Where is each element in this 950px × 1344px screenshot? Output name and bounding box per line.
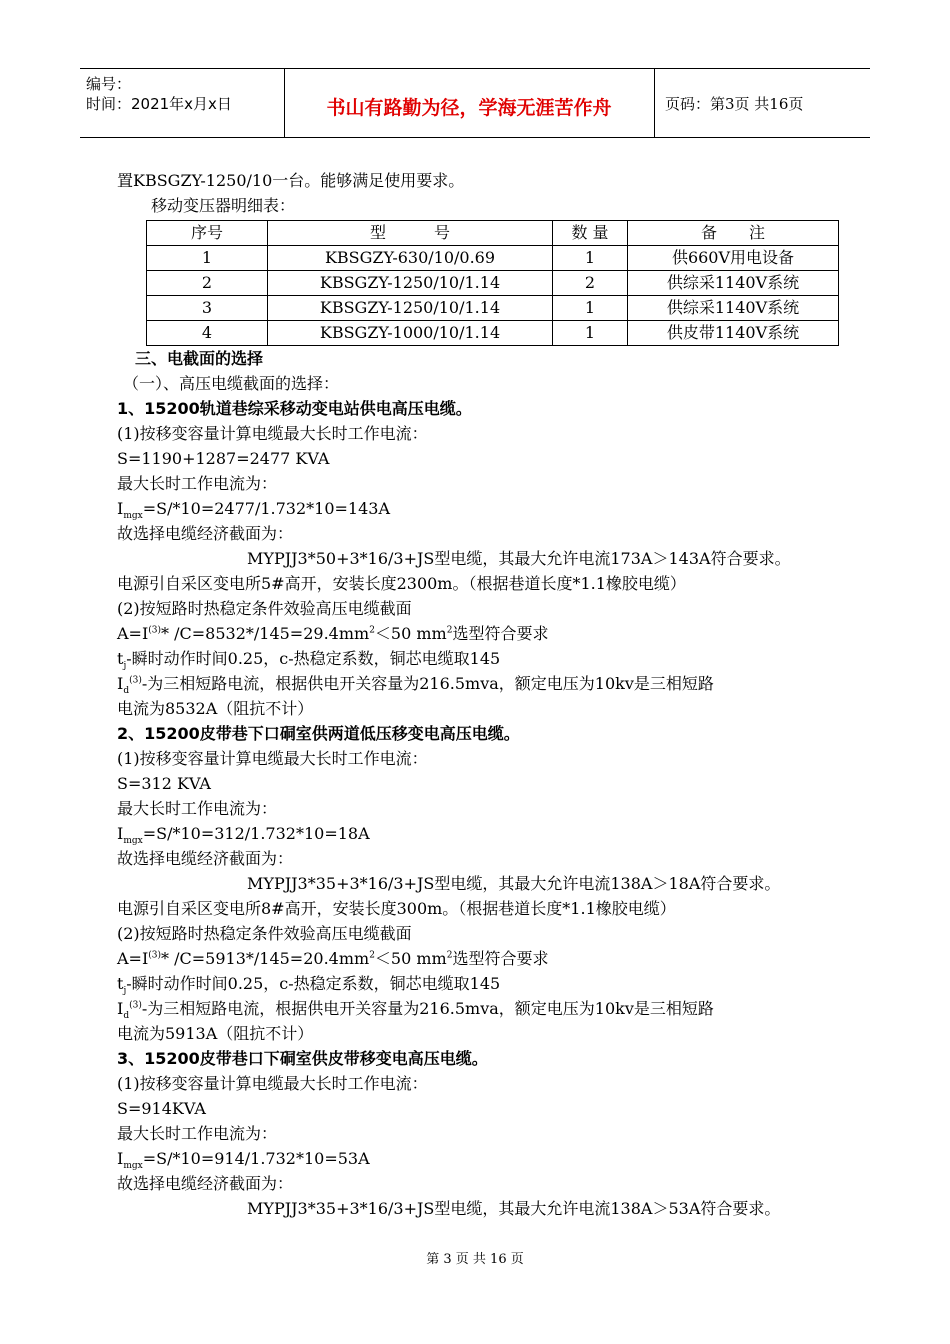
formula-part: ＜50 mm <box>374 949 447 968</box>
area-formula <box>117 621 847 646</box>
document-body <box>117 168 847 1221</box>
table-row <box>147 321 839 346</box>
text-line: 最大长时工作电流为： <box>117 474 278 493</box>
formula-line: S=914KVA <box>117 1099 206 1118</box>
formula-superscript: 2 <box>446 625 453 636</box>
formula-subscript: d <box>123 686 130 697</box>
formula-subscript: mgx <box>123 1161 143 1172</box>
table-header-cell: 序号 <box>147 221 268 246</box>
table-caption: 移动变压器明细表： <box>151 196 296 215</box>
current-formula <box>117 496 847 521</box>
document-number-label: 编号： <box>86 75 132 93</box>
time-definition <box>117 971 847 996</box>
table-cell: 2 <box>147 271 268 296</box>
formula-subscript: j <box>123 661 127 672</box>
subsection-heading: （一）、高压电缆截面的选择： <box>123 374 340 393</box>
table-cell: 供皮带1140V系统 <box>628 321 839 346</box>
formula-line: S=312 KVA <box>117 774 211 793</box>
short-circuit-definition <box>117 996 847 1021</box>
table-header-cell: 数 量 <box>553 221 628 246</box>
table-cell: 1 <box>147 246 268 271</box>
formula-part: =S/*10=312/1.732*10=18A <box>142 824 370 843</box>
table-cell: 供综采1140V系统 <box>628 271 839 296</box>
header-page-cell <box>655 69 870 137</box>
formula-part: -瞬时动作时间0.25，c-热稳定系数，铜芯电缆取145 <box>126 974 501 993</box>
cable-selection-line: MYPJJ3*35+3*16/3+JS型电缆，其最大允许电流138A＞18A符合要求。 <box>247 874 781 893</box>
area-formula <box>117 946 847 971</box>
time-definition <box>117 646 847 671</box>
table-cell: KBSGZY-630/10/0.69 <box>268 246 553 271</box>
table-cell: 1 <box>553 321 628 346</box>
text-line: 最大长时工作电流为： <box>117 799 278 818</box>
table-cell: 2 <box>553 271 628 296</box>
page-footer: 第 3 页 共 16 页 <box>426 1252 524 1267</box>
text-line: (1)按移变容量计算电缆最大长时工作电流： <box>117 1074 428 1093</box>
table-cell: 3 <box>147 296 268 321</box>
text-line: (1)按移变容量计算电缆最大长时工作电流： <box>117 424 428 443</box>
formula-subscript: mgx <box>123 836 143 847</box>
formula-part: 选型符合要求 <box>452 624 549 643</box>
table-cell: KBSGZY-1000/10/1.14 <box>268 321 553 346</box>
text-line: (2)按短路时热稳定条件效验高压电缆截面 <box>117 924 412 943</box>
table-cell: 1 <box>553 296 628 321</box>
formula-part: -为三相短路电流，根据供电开关容量为216.5mva，额定电压为10kv是三相短路 <box>141 999 714 1018</box>
text-line: 电流为8532A（阻抗不计） <box>117 699 314 718</box>
current-formula <box>117 821 847 846</box>
text-line: 故选择电缆经济截面为： <box>117 524 294 543</box>
formula-subscript: j <box>123 986 127 997</box>
formula-part: I <box>117 1149 124 1168</box>
section-heading: 三、电截面的选择 <box>135 349 264 368</box>
table-row <box>147 296 839 321</box>
formula-superscript: 2 <box>446 950 453 961</box>
formula-part: 选型符合要求 <box>452 949 549 968</box>
formula-part: -瞬时动作时间0.25，c-热稳定系数，铜芯电缆取145 <box>126 649 501 668</box>
formula-part: A=I <box>117 949 149 968</box>
formula-part: A=I <box>117 624 149 643</box>
formula-part: t <box>117 649 124 668</box>
formula-part: t <box>117 974 124 993</box>
page-header <box>80 68 870 138</box>
table-header-row <box>147 221 839 246</box>
table-header-cell: 备 注 <box>628 221 839 246</box>
header-motto-cell <box>284 69 655 137</box>
text-line: (1)按移变容量计算电缆最大长时工作电流： <box>117 749 428 768</box>
formula-part: I <box>117 999 124 1018</box>
formula-part: =S/*10=2477/1.732*10=143A <box>142 499 390 518</box>
formula-part: ＜50 mm <box>374 624 447 643</box>
table-row <box>147 271 839 296</box>
formula-superscript: (3) <box>129 1000 142 1011</box>
header-left-cell <box>80 69 285 137</box>
table-cell: KBSGZY-1250/10/1.14 <box>268 296 553 321</box>
table-header-cell: 型 号 <box>268 221 553 246</box>
formula-part: I <box>117 499 124 518</box>
formula-part: =S/*10=914/1.732*10=53A <box>142 1149 370 1168</box>
formula-superscript: 2 <box>369 625 375 636</box>
formula-superscript: 2 <box>369 950 375 961</box>
formula-superscript: (3) <box>148 625 162 636</box>
table-cell: 供660V用电设备 <box>628 246 839 271</box>
cable-section-title: 2、15200皮带巷下口硐室供两道低压移变电高压电缆。 <box>117 724 520 743</box>
text-line: 电源引自采区变电所8#高开，安装长度300m。（根据巷道长度*1.1橡胶电缆） <box>117 899 676 918</box>
text-line: 故选择电缆经济截面为： <box>117 1174 294 1193</box>
cable-selection-line: MYPJJ3*35+3*16/3+JS型电缆，其最大允许电流138A＞53A符合要求。 <box>247 1199 781 1218</box>
formula-superscript: (3) <box>148 950 162 961</box>
formula-part: * /C=8532*/145=29.4mm <box>161 624 370 643</box>
document-time-label: 时间：2021年x月x日 <box>86 95 232 113</box>
table-row <box>147 246 839 271</box>
formula-subscript: d <box>123 1011 130 1022</box>
formula-superscript: (3) <box>129 675 142 686</box>
text-line: 电流为5913A（阻抗不计） <box>117 1024 314 1043</box>
short-circuit-definition <box>117 671 847 696</box>
current-formula <box>117 1146 847 1171</box>
text-line: 电源引自采区变电所5#高开，安装长度2300m。（根据巷道长度*1.1橡胶电缆） <box>117 574 686 593</box>
formula-part: I <box>117 824 124 843</box>
table-cell: 4 <box>147 321 268 346</box>
intro-line: 置KBSGZY-1250/10一台。能够满足使用要求。 <box>117 171 465 190</box>
formula-part: * /C=5913*/145=20.4mm <box>161 949 370 968</box>
header-page-info: 页码：第3页 共16页 <box>665 95 804 113</box>
formula-part: -为三相短路电流，根据供电开关容量为216.5mva，额定电压为10kv是三相短路 <box>141 674 714 693</box>
formula-line: S=1190+1287=2477 KVA <box>117 449 330 468</box>
cable-section-title: 1、15200轨道巷综采移动变电站供电高压电缆。 <box>117 399 472 418</box>
transformer-table <box>146 220 839 346</box>
header-motto: 书山有路勤为径，学海无涯苦作舟 <box>326 97 612 119</box>
cable-section-title: 3、15200皮带巷口下硐室供皮带移变电高压电缆。 <box>117 1049 488 1068</box>
table-cell: KBSGZY-1250/10/1.14 <box>268 271 553 296</box>
formula-subscript: mgx <box>123 511 143 522</box>
text-line: (2)按短路时热稳定条件效验高压电缆截面 <box>117 599 412 618</box>
formula-part: I <box>117 674 124 693</box>
text-line: 故选择电缆经济截面为： <box>117 849 294 868</box>
text-line: 最大长时工作电流为： <box>117 1124 278 1143</box>
table-cell: 供综采1140V系统 <box>628 296 839 321</box>
table-cell: 1 <box>553 246 628 271</box>
cable-selection-line: MYPJJ3*50+3*16/3+JS型电缆，其最大允许电流173A＞143A符合要求。 <box>247 549 791 568</box>
